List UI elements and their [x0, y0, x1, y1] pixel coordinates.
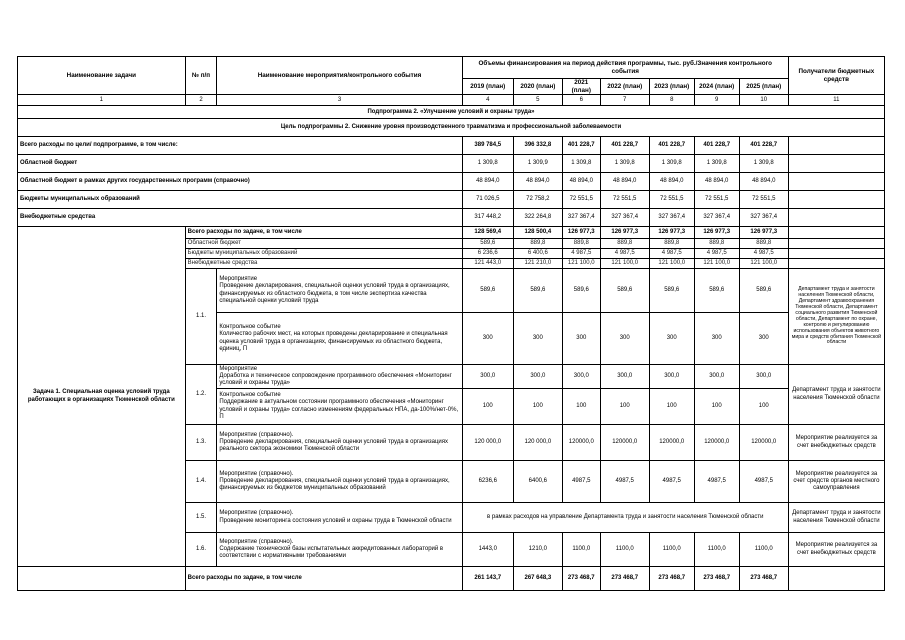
event-number: 1.5.: [185, 503, 217, 533]
task-source-value: 121 210,0: [513, 259, 562, 269]
event-description: Мероприятие (справочно). Проведение мониторинга состояния условий и охраны труда в Тюменской области: [217, 503, 462, 533]
event-description: Контрольное событие Количество рабочих мест, на которых проведены декларирование и специальная оценка условий труда в организациях, финансируемых из областного бюджета, единиц, П: [217, 313, 462, 365]
event-value: 100: [462, 389, 513, 425]
summary-value: 48 894,0: [649, 173, 694, 191]
task-total-value: 128 500,4: [513, 227, 562, 239]
summary-row: [18, 173, 885, 191]
event-value: 6236,6: [462, 461, 513, 503]
task-source-value: 121 100,0: [600, 259, 649, 269]
header-row: [18, 57, 885, 79]
subprogram-title: Подпрограмма 2. «Улучшение условий и охраны труда»: [18, 106, 885, 119]
event-value: 300,0: [600, 365, 649, 389]
event-value: 300: [513, 313, 562, 365]
header-year: 2020 (план): [513, 79, 562, 95]
event-description: Мероприятие (справочно). Проведение декларирования, специальной оценки условий труда в организациях реального сектора экономики Тюменской области: [217, 425, 462, 461]
event-value: 589,6: [600, 269, 649, 313]
summary-value: 327 367,4: [649, 209, 694, 227]
event-value: 589,6: [462, 269, 513, 313]
event-value: 100: [562, 389, 600, 425]
summary-value: 1 309,8: [739, 155, 788, 173]
summary-value: 1 309,8: [462, 155, 513, 173]
summary-recipient-empty: [788, 209, 884, 227]
summary-label: Областной бюджет в рамках других государственных программ (справочно): [18, 173, 463, 191]
summary-value: 48 894,0: [562, 173, 600, 191]
summary-value: 317 448,2: [462, 209, 513, 227]
event-value: 6400,6: [513, 461, 562, 503]
summary-value: 48 894,0: [513, 173, 562, 191]
task-total-value: 126 977,3: [694, 227, 739, 239]
event-value: 120000,0: [649, 425, 694, 461]
event-value: 1210,0: [513, 533, 562, 567]
event-value: 120000,0: [600, 425, 649, 461]
event-value: 100: [513, 389, 562, 425]
task-source-value: 589,6: [462, 239, 513, 249]
column-number: 1: [18, 95, 186, 106]
header-year: 2021 (план): [562, 79, 600, 95]
event-value: 100: [600, 389, 649, 425]
event-number: 1.3.: [185, 425, 217, 461]
summary-value: 1 309,8: [600, 155, 649, 173]
header-year: 2019 (план): [462, 79, 513, 95]
event-value: 1100,0: [600, 533, 649, 567]
header-year: 2022 (план): [600, 79, 649, 95]
column-number: 7: [600, 95, 649, 106]
task-source-value: 121 100,0: [694, 259, 739, 269]
summary-value: 48 894,0: [462, 173, 513, 191]
summary-value: 48 894,0: [739, 173, 788, 191]
summary-row: [18, 137, 885, 155]
event-value: 4987,5: [694, 461, 739, 503]
event-value: 4987,5: [600, 461, 649, 503]
column-number: 2: [185, 95, 217, 106]
task-source-value: 121 100,0: [562, 259, 600, 269]
event-value: 300: [462, 313, 513, 365]
summary-value: 72 551,5: [739, 191, 788, 209]
summary-value: 327 367,4: [600, 209, 649, 227]
event-value: 300,0: [694, 365, 739, 389]
summary-value: 322 264,8: [513, 209, 562, 227]
event-description: Мероприятие Доработка и техническое сопровождение программного обеспечения «Мониторинг условий и охраны труда»: [217, 365, 462, 389]
event-value: 300,0: [649, 365, 694, 389]
summary-value: 1 309,8: [694, 155, 739, 173]
summary-value: 1 309,8: [649, 155, 694, 173]
column-number: 9: [694, 95, 739, 106]
next-task-total-value: 261 143,7: [462, 567, 513, 591]
task-total-value: 126 977,3: [739, 227, 788, 239]
subprogram-row: [18, 106, 885, 119]
summary-row: [18, 155, 885, 173]
header-task-name: Наименование задачи: [18, 57, 186, 95]
next-task-total-value: 267 648,3: [513, 567, 562, 591]
event-value: 300: [649, 313, 694, 365]
summary-recipient-empty: [788, 191, 884, 209]
next-task-name-empty: [18, 567, 186, 591]
goal-title: Цель подпрограммы 2. Снижение уровня производственного травматизма и профессиональной заболеваемости: [18, 119, 885, 137]
event-recipient: Департамент труда и занятости населения Тюменской области: [788, 365, 884, 425]
summary-label: Бюджеты муниципальных образований: [18, 191, 463, 209]
task-source-recipient-empty: [788, 259, 884, 269]
summary-value: 401 228,7: [694, 137, 739, 155]
event-value: 300: [600, 313, 649, 365]
summary-recipient-empty: [788, 173, 884, 191]
event-description: Мероприятие (справочно). Содержание технической базы испытательных аккредитованных лабораторий в соответствии с нормативными требованиями: [217, 533, 462, 567]
event-recipient: Мероприятие реализуется за счет внебюджетных средств: [788, 533, 884, 567]
event-value: 4987,5: [562, 461, 600, 503]
event-description: Контрольное событие Поддержание в актуальном состоянии программного обеспечения «Мониторинг условий и охраны труда» согласно изменениям федеральных НПА, да-100%/нет-0%, П: [217, 389, 462, 425]
event-value: 120 000,0: [462, 425, 513, 461]
task-source-recipient-empty: [788, 239, 884, 249]
event-recipient: Департамент труда и занятости населения Тюменской области: [788, 503, 884, 533]
event-recipient: Мероприятие реализуется за счет средств органов местного самоуправления: [788, 461, 884, 503]
event-value: 100: [649, 389, 694, 425]
next-task-recipient-empty: [788, 567, 884, 591]
event-value: 589,6: [562, 269, 600, 313]
event-value: 589,6: [694, 269, 739, 313]
event-number: 1.2.: [185, 365, 217, 425]
task-source-value: 889,8: [739, 239, 788, 249]
task-source-label: Областной бюджет: [185, 239, 462, 249]
summary-value: 48 894,0: [600, 173, 649, 191]
summary-value: 327 367,4: [562, 209, 600, 227]
next-task-total-value: 273 468,7: [600, 567, 649, 591]
column-numbers-row: [18, 95, 885, 106]
event-value: 300: [739, 313, 788, 365]
summary-recipient-empty: [788, 155, 884, 173]
task-source-value: 889,8: [694, 239, 739, 249]
event-description: Мероприятие (справочно). Проведение декларирования, специальной оценки условий труда в организациях, финансируемых из бюджетов муниципальных образований: [217, 461, 462, 503]
task-source-value: 4 987,5: [694, 249, 739, 259]
event-value: 1100,0: [739, 533, 788, 567]
task-source-value: 889,8: [649, 239, 694, 249]
summary-row: [18, 191, 885, 209]
event-value: 120000,0: [694, 425, 739, 461]
task-source-recipient-empty: [788, 249, 884, 259]
summary-label: Внебюджетные средства: [18, 209, 463, 227]
summary-value: 72 551,5: [694, 191, 739, 209]
task-source-value: 4 987,5: [649, 249, 694, 259]
summary-label: Всего расходы по цели/ подпрограмме, в том числе:: [18, 137, 463, 155]
task-name: Задача 1. Специальная оценка условий труда работающих в организациях Тюменской области: [18, 227, 186, 567]
summary-row: [18, 209, 885, 227]
task-total-value: 128 569,4: [462, 227, 513, 239]
task-source-value: 121 100,0: [739, 259, 788, 269]
event-merged-note: в рамках расходов на управление Департамента труда и занятости населения Тюменской области: [462, 503, 788, 533]
event-value: 300,0: [562, 365, 600, 389]
summary-value: 48 894,0: [694, 173, 739, 191]
event-value: 120 000,0: [513, 425, 562, 461]
header-year: 2023 (план): [649, 79, 694, 95]
event-description: Мероприятие Проведение декларирования, специальной оценки условий труда в организациях, финансируемых из областного бюджета, в том числе экспертиза качества специальной оценки условий труда: [217, 269, 462, 313]
header-funding: Объемы финансирования на период действия программы, тыс. руб./Значения контрольного события: [462, 57, 788, 79]
summary-value: 72 551,5: [649, 191, 694, 209]
event-value: 1100,0: [562, 533, 600, 567]
summary-value: 1 309,8: [562, 155, 600, 173]
next-task-total-value: 273 468,7: [649, 567, 694, 591]
event-number: 1.4.: [185, 461, 217, 503]
task-total-recipient-empty: [788, 227, 884, 239]
goal-row: [18, 119, 885, 137]
event-value: 120000,0: [739, 425, 788, 461]
task-total-value: 126 977,3: [562, 227, 600, 239]
financing-table: [17, 56, 885, 591]
event-value: 589,6: [513, 269, 562, 313]
event-value: 300,0: [513, 365, 562, 389]
summary-value: 401 228,7: [562, 137, 600, 155]
column-number: 10: [739, 95, 788, 106]
column-number: 3: [217, 95, 462, 106]
event-value: 300: [562, 313, 600, 365]
event-recipient: Мероприятие реализуется за счет внебюджетных средств: [788, 425, 884, 461]
summary-label: Областной бюджет: [18, 155, 463, 173]
column-number: 8: [649, 95, 694, 106]
event-value: 300: [694, 313, 739, 365]
event-value: 120000,0: [562, 425, 600, 461]
header-event-name: Наименование мероприятия/контрольного события: [217, 57, 462, 95]
task-total-row: [18, 227, 885, 239]
summary-value: 72 758,2: [513, 191, 562, 209]
task-source-label: Внебюджетные средства: [185, 259, 462, 269]
task-source-value: 889,8: [513, 239, 562, 249]
task-source-value: 6 400,6: [513, 249, 562, 259]
task-total-label: Всего расходы по задаче, в том числе: [185, 227, 462, 239]
event-value: 1100,0: [649, 533, 694, 567]
event-value: 100: [739, 389, 788, 425]
header-recipients: Получатели бюджетных средств: [788, 57, 884, 95]
task-source-value: 121 100,0: [649, 259, 694, 269]
summary-value: 72 551,5: [600, 191, 649, 209]
column-number: 6: [562, 95, 600, 106]
summary-value: 401 228,7: [739, 137, 788, 155]
task-source-value: 4 987,5: [739, 249, 788, 259]
column-number: 4: [462, 95, 513, 106]
task-source-value: 6 236,6: [462, 249, 513, 259]
summary-value: 401 228,7: [600, 137, 649, 155]
summary-value: 72 551,5: [562, 191, 600, 209]
event-value: 300,0: [462, 365, 513, 389]
task-source-label: Бюджеты муниципальных образований: [185, 249, 462, 259]
event-value: 589,6: [739, 269, 788, 313]
task-source-value: 121 443,0: [462, 259, 513, 269]
summary-value: 327 367,4: [694, 209, 739, 227]
column-number: 11: [788, 95, 884, 106]
summary-value: 396 332,8: [513, 137, 562, 155]
event-value: 100: [694, 389, 739, 425]
summary-value: 71 026,5: [462, 191, 513, 209]
header-year: 2025 (план): [739, 79, 788, 95]
task-source-value: 4 987,5: [562, 249, 600, 259]
header-number: № п/п: [185, 57, 217, 95]
summary-value: 389 784,5: [462, 137, 513, 155]
header-year: 2024 (план): [694, 79, 739, 95]
next-task-total-value: 273 468,7: [694, 567, 739, 591]
task-source-value: 4 987,5: [600, 249, 649, 259]
task-total-value: 126 977,3: [649, 227, 694, 239]
next-task-total-row: [18, 567, 885, 591]
event-value: 4987,5: [739, 461, 788, 503]
summary-value: 401 228,7: [649, 137, 694, 155]
event-value: 589,6: [649, 269, 694, 313]
column-number: 5: [513, 95, 562, 106]
summary-recipient-empty: [788, 137, 884, 155]
summary-value: 1 309,9: [513, 155, 562, 173]
event-value: 1443,0: [462, 533, 513, 567]
next-task-total-value: 273 468,7: [739, 567, 788, 591]
event-number: 1.1.: [185, 269, 217, 365]
next-task-total-label: Всего расходы по задаче, в том числе: [185, 567, 462, 591]
next-task-total-value: 273 468,7: [562, 567, 600, 591]
event-value: 4987,5: [649, 461, 694, 503]
task-source-value: 889,8: [600, 239, 649, 249]
task-source-value: 889,8: [562, 239, 600, 249]
event-recipient: Департамент труда и занятости населения Тюменской области, Департамент здравоохранения Тюменской области, Департамент социального развития Тюменской области, Департамент по охране, контролю и регулированию использования объектов животного мира и средств обитания Тюменской области: [788, 269, 884, 365]
event-value: 300,0: [739, 365, 788, 389]
event-number: 1.6.: [185, 533, 217, 567]
event-value: 1100,0: [694, 533, 739, 567]
task-total-value: 126 977,3: [600, 227, 649, 239]
summary-value: 327 367,4: [739, 209, 788, 227]
